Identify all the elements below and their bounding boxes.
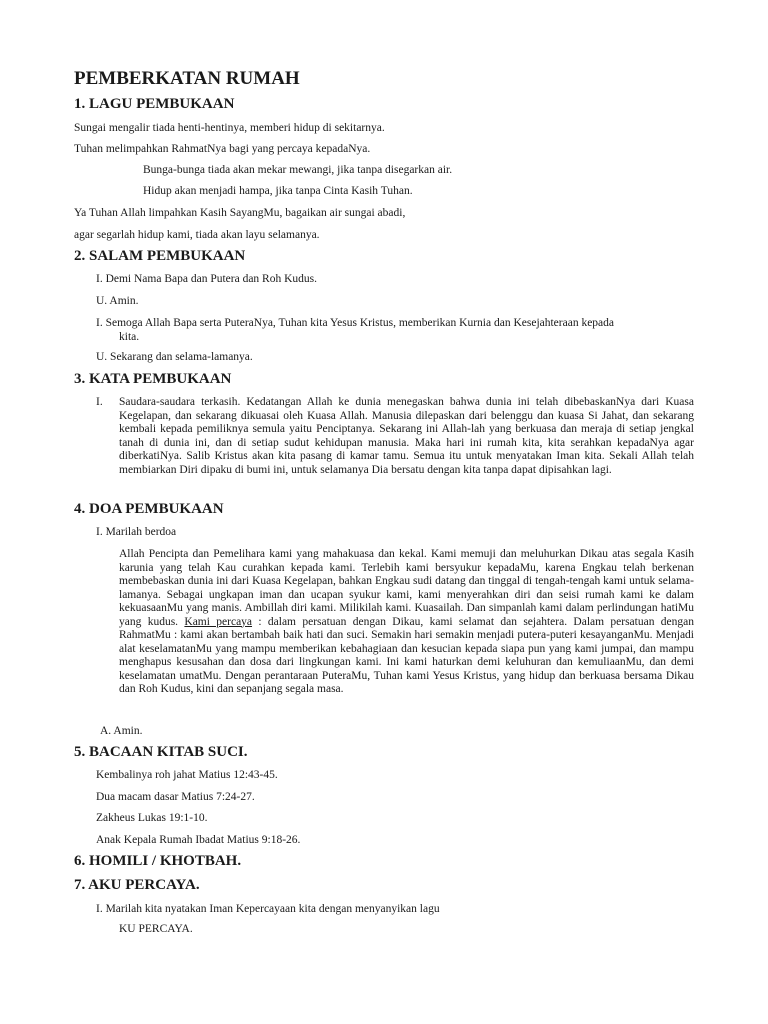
section-7-heading: 7. AKU PERCAYA. [74, 877, 200, 893]
s4-prayer-paragraph [119, 548, 694, 697]
s2-line-3-cont: kita. [119, 331, 140, 343]
s1-line-6: agar segarlah hidup kami, tiada akan layu selamanya. [74, 229, 320, 241]
section-3-heading: 3. KATA PEMBUKAAN [74, 371, 232, 387]
s5-reading-3: Zakheus Lukas 19:1-10. [96, 812, 208, 824]
s7-line-1: I. Marilah kita nyatakan Iman Kepercayaan kita dengan menyanyikan lagu [96, 903, 440, 915]
s5-reading-1: Kembalinya roh jahat Matius 12:43-45. [96, 769, 278, 781]
s2-line-2: U. Amin. [96, 295, 139, 307]
s2-line-1: I. Demi Nama Bapa dan Putera dan Roh Kudus. [96, 273, 318, 285]
section-2-heading: 2. SALAM PEMBUKAAN [74, 248, 246, 264]
s2-line-3: I. Semoga Allah Bapa serta PuteraNya, Tuhan kita Yesus Kristus, memberikan Kurnia dan Kesejahteraan kepada [96, 317, 615, 329]
s4-line-1: I. Marilah berdoa [96, 526, 177, 538]
section-4-heading: 4. DOA PEMBUKAAN [74, 501, 224, 517]
s1-line-2: Tuhan melimpahkan RahmatNya bagi yang percaya kepadaNya. [74, 143, 371, 155]
s1-line-3: Bunga-bunga tiada akan mekar mewangi, jika tanpa disegarkan air. [143, 164, 453, 176]
s5-reading-2: Dua macam dasar Matius 7:24-27. [96, 791, 255, 803]
s4-prayer-text-a: Allah Pencipta dan Pemelihara kami yang mahakuasa dan kekal. Kami memuji dan meluhurkan Dikau atas segala Kasih karunia yang telah Kau curahkan kepada kami. Terlebih kami bersyukur kepadaMu, karena Engkau telah berkenan membebaskan dunia ini dari Kuasa Kegelapan, bahkan Engkau sudi datang dan tinggal di tengah-tengah kami untuk selama-lamanya. Sebagai ungkapan iman dan ucapan syukur kami, kami menyerahkan diri dan seisi rumah kami ke dalam kekuasaanMu yang manis. Ambillah diri kami. Milikilah kami. Kuasailah. Dan simpanlah kami dalam perlindungan hatiMu yang kudus. [119, 548, 694, 628]
document-title: PEMBERKATAN RUMAH [74, 68, 300, 89]
s4-amin: A. Amin. [100, 725, 143, 737]
s3-prefix: I. [96, 396, 103, 408]
section-1-heading: 1. LAGU PEMBUKAAN [74, 96, 235, 112]
s7-line-2: KU PERCAYA. [119, 923, 193, 935]
s1-line-4: Hidup akan menjadi hampa, jika tanpa Cinta Kasih Tuhan. [143, 185, 413, 197]
s5-reading-4: Anak Kepala Rumah Ibadat Matius 9:18-26. [96, 834, 301, 846]
s3-paragraph: Saudara-saudara terkasih. Kedatangan Allah ke dunia menegaskan bahwa dunia ini telah dibebaskanNya dari Kuasa Kegelapan, dan sekarang dikuasai oleh Kuasa Allah. Manusia dilepaskan dari belenggu dan kuasa Si Jahat, dan sekarang kembali kepada pemiliknya semula yaitu Penciptanya. Sekarang ini Allah-lah yang berkuasa dan meraja di setiap jengkal tanah di dunia ini, dan di setiap sudut kehidupan manusia. Maka hari ini rumah kita, kita serahkan kepadaNya agar diberkatiNya. Salib Kristus akan kita pasang di kamar tamu. Semua itu untuk menyatakan Iman kita. Sekali Allah telah membiarkan Diri dipaku di bumi ini, untuk selamanya Dia bersatu dengan kita tanpa dapat dipisahkan lagi. [119, 396, 694, 476]
s1-line-5: Ya Tuhan Allah limpahkan Kasih SayangMu, bagaikan air sungai abadi, [74, 207, 406, 219]
s2-line-4: U. Sekarang dan selama-lamanya. [96, 351, 253, 363]
s4-prayer-underlined: Kami percaya [184, 615, 253, 628]
s1-line-1: Sungai mengalir tiada henti-hentinya, memberi hidup di sekitarnya. [74, 122, 385, 134]
section-5-heading: 5. BACAAN KITAB SUCI. [74, 744, 248, 760]
section-6-heading: 6. HOMILI / KHOTBAH. [74, 853, 242, 869]
s4-prayer-text-b: : dalam persatuan dengan Dikau, kami selamat dan sejahtera. Dalam persatuan dengan RahmatMu : kami akan bertambah baik hati dan suci. Semakin hari semakin menjadi putera-puteri kesayanganMu. Menjadi alat keselamatanMu yang mampu memberikan kebahagiaan dan kesucian kepada siapa pun yang kami jumpai, dan mampu menghapus kesusahan dan dosa dari lingkungan kami. Ini kami haturkan demi keluhuran dan kemuliaanMu, dan demi keselamatan umatMu. Dengan perantaraan PuteraMu, Tuhan kami Yesus Kristus, yang hidup dan berkuasa bersama Dikau dan Roh Kudus, kini dan sepanjang segala masa. [119, 615, 695, 695]
